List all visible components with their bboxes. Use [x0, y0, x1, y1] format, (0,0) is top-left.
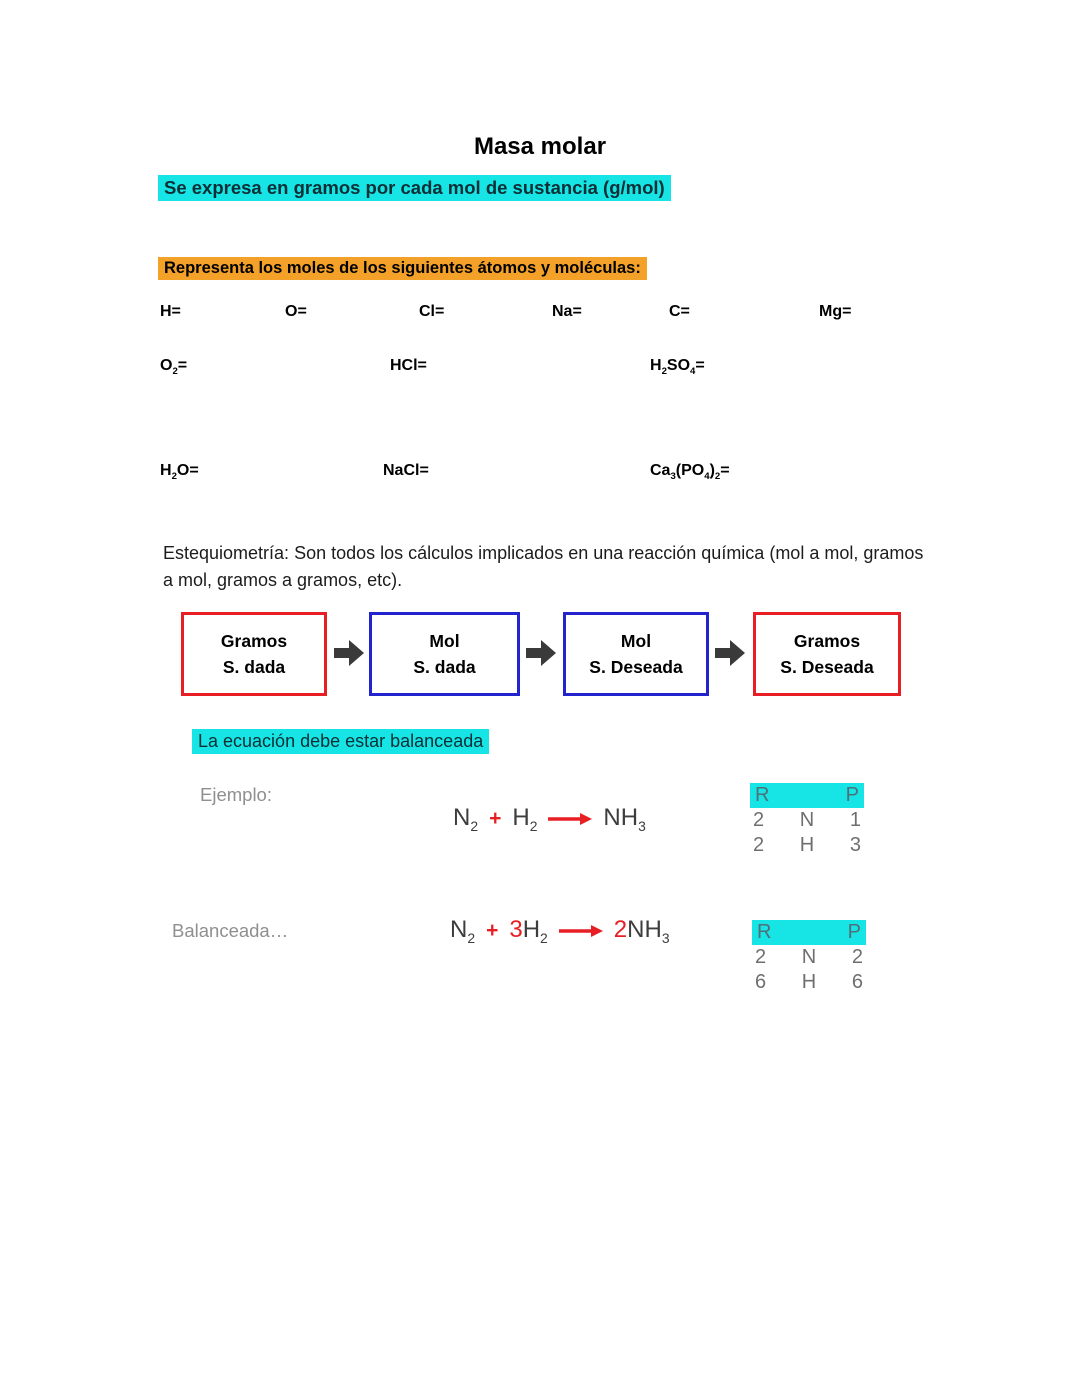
equation-unbalanced — [453, 804, 646, 834]
reactant-h2: $H_2$ — [512, 804, 538, 834]
example-label: Ejemplo: — [200, 784, 272, 805]
atom-label-o: O= — [285, 303, 307, 320]
molecule-label-nacl: NaCl= — [383, 462, 429, 479]
cell-product-count: 3 — [849, 834, 861, 856]
header-products: P — [845, 784, 859, 806]
table-header — [750, 783, 864, 808]
flow-box-line2: S. dada — [413, 657, 476, 677]
atom-label-h: H= — [160, 303, 181, 320]
arrow-right-icon — [715, 640, 745, 666]
product-2nh3 — [614, 916, 670, 946]
atom-label-cl: Cl= — [419, 303, 445, 320]
flow-box-mol-dada — [369, 612, 520, 696]
plus-sign: + — [489, 806, 502, 830]
balanced-note-highlight: La ecuación debe estar balanceada — [192, 729, 489, 754]
molecule-label-ca3po42: $Ca_3(PO_4)_2=$ — [650, 462, 730, 483]
reactant-3h2 — [509, 916, 547, 946]
flow-box-line1: Gramos — [220, 631, 288, 651]
header-products: P — [847, 921, 861, 943]
balanced-label: Balanceada… — [172, 920, 289, 941]
atom-label-mg: Mg= — [819, 303, 852, 320]
atom-count-table-unbalanced — [750, 783, 864, 858]
definition-highlight: Se expresa en gramos por cada mol de sustancia (g/mol) — [158, 175, 671, 201]
flow-box-line2: S. dada — [222, 657, 286, 677]
cell-reactant-count: 2 — [755, 946, 767, 968]
molecule-label-h2so4: $H_2SO_4=$ — [650, 357, 705, 378]
coefficient: 2 — [613, 916, 628, 943]
cell-reactant-count: 6 — [755, 971, 767, 993]
plus-sign: + — [486, 918, 499, 942]
arrow-right-icon — [334, 640, 364, 666]
reaction-arrow-icon — [559, 924, 603, 938]
coefficient: 3 — [509, 916, 523, 943]
cell-element: H — [799, 834, 815, 856]
cell-product-count: 1 — [849, 809, 861, 831]
cell-element: N — [801, 946, 817, 968]
flow-box-gramos-deseada — [753, 612, 901, 696]
reactant-h2: $H_2$ — [522, 916, 548, 946]
molecule-label-hcl: HCl= — [390, 357, 427, 374]
reactant-n2: $N_2$ — [450, 916, 476, 946]
cell-product-count: 2 — [851, 946, 863, 968]
atom-label-c: C= — [669, 303, 690, 320]
molecule-label-h2o: $H_2O=$ — [160, 462, 199, 483]
stoichiometry-paragraph: Estequiometría: Son todos los cálculos implicados en una reacción química (mol a mol, gramos a mol, gramos a gramos, etc). — [163, 543, 924, 590]
flow-box-line2: S. Deseada — [589, 657, 683, 677]
reaction-arrow-icon — [548, 812, 592, 826]
flow-box-line1: Mol — [620, 631, 652, 651]
atom-label-na: Na= — [552, 303, 582, 320]
flow-box-line1: Mol — [429, 631, 460, 651]
header-reactants: R — [757, 921, 772, 943]
flow-box-gramos-dada — [181, 612, 327, 696]
header-reactants: R — [755, 784, 770, 806]
product-nh3: $NH_3$ — [603, 804, 646, 834]
table-row — [750, 808, 864, 833]
flow-box-line1: Gramos — [793, 631, 861, 651]
reactant-n2: $N_2$ — [453, 804, 479, 834]
arrow-right-icon — [526, 640, 556, 666]
cell-reactant-count: 2 — [753, 809, 765, 831]
atom-count-table-balanced — [752, 920, 866, 995]
page-title: Masa molar — [473, 133, 607, 160]
equation-balanced — [450, 916, 670, 946]
cell-element: N — [799, 809, 815, 831]
exercise-instruction-highlight: Representa los moles de los siguientes átomos y moléculas: — [158, 257, 647, 280]
cell-reactant-count: 2 — [753, 834, 765, 856]
cell-product-count: 6 — [851, 971, 863, 993]
molecule-label-o2: $O_2=$ — [160, 357, 188, 378]
table-row — [750, 833, 864, 858]
flow-box-mol-deseada — [563, 612, 709, 696]
cell-element: H — [801, 971, 817, 993]
product-nh3: $NH_3$ — [627, 916, 670, 946]
flow-box-line2: S. Deseada — [780, 657, 874, 677]
table-row — [752, 945, 866, 970]
table-header — [752, 920, 866, 945]
table-row — [752, 970, 866, 995]
